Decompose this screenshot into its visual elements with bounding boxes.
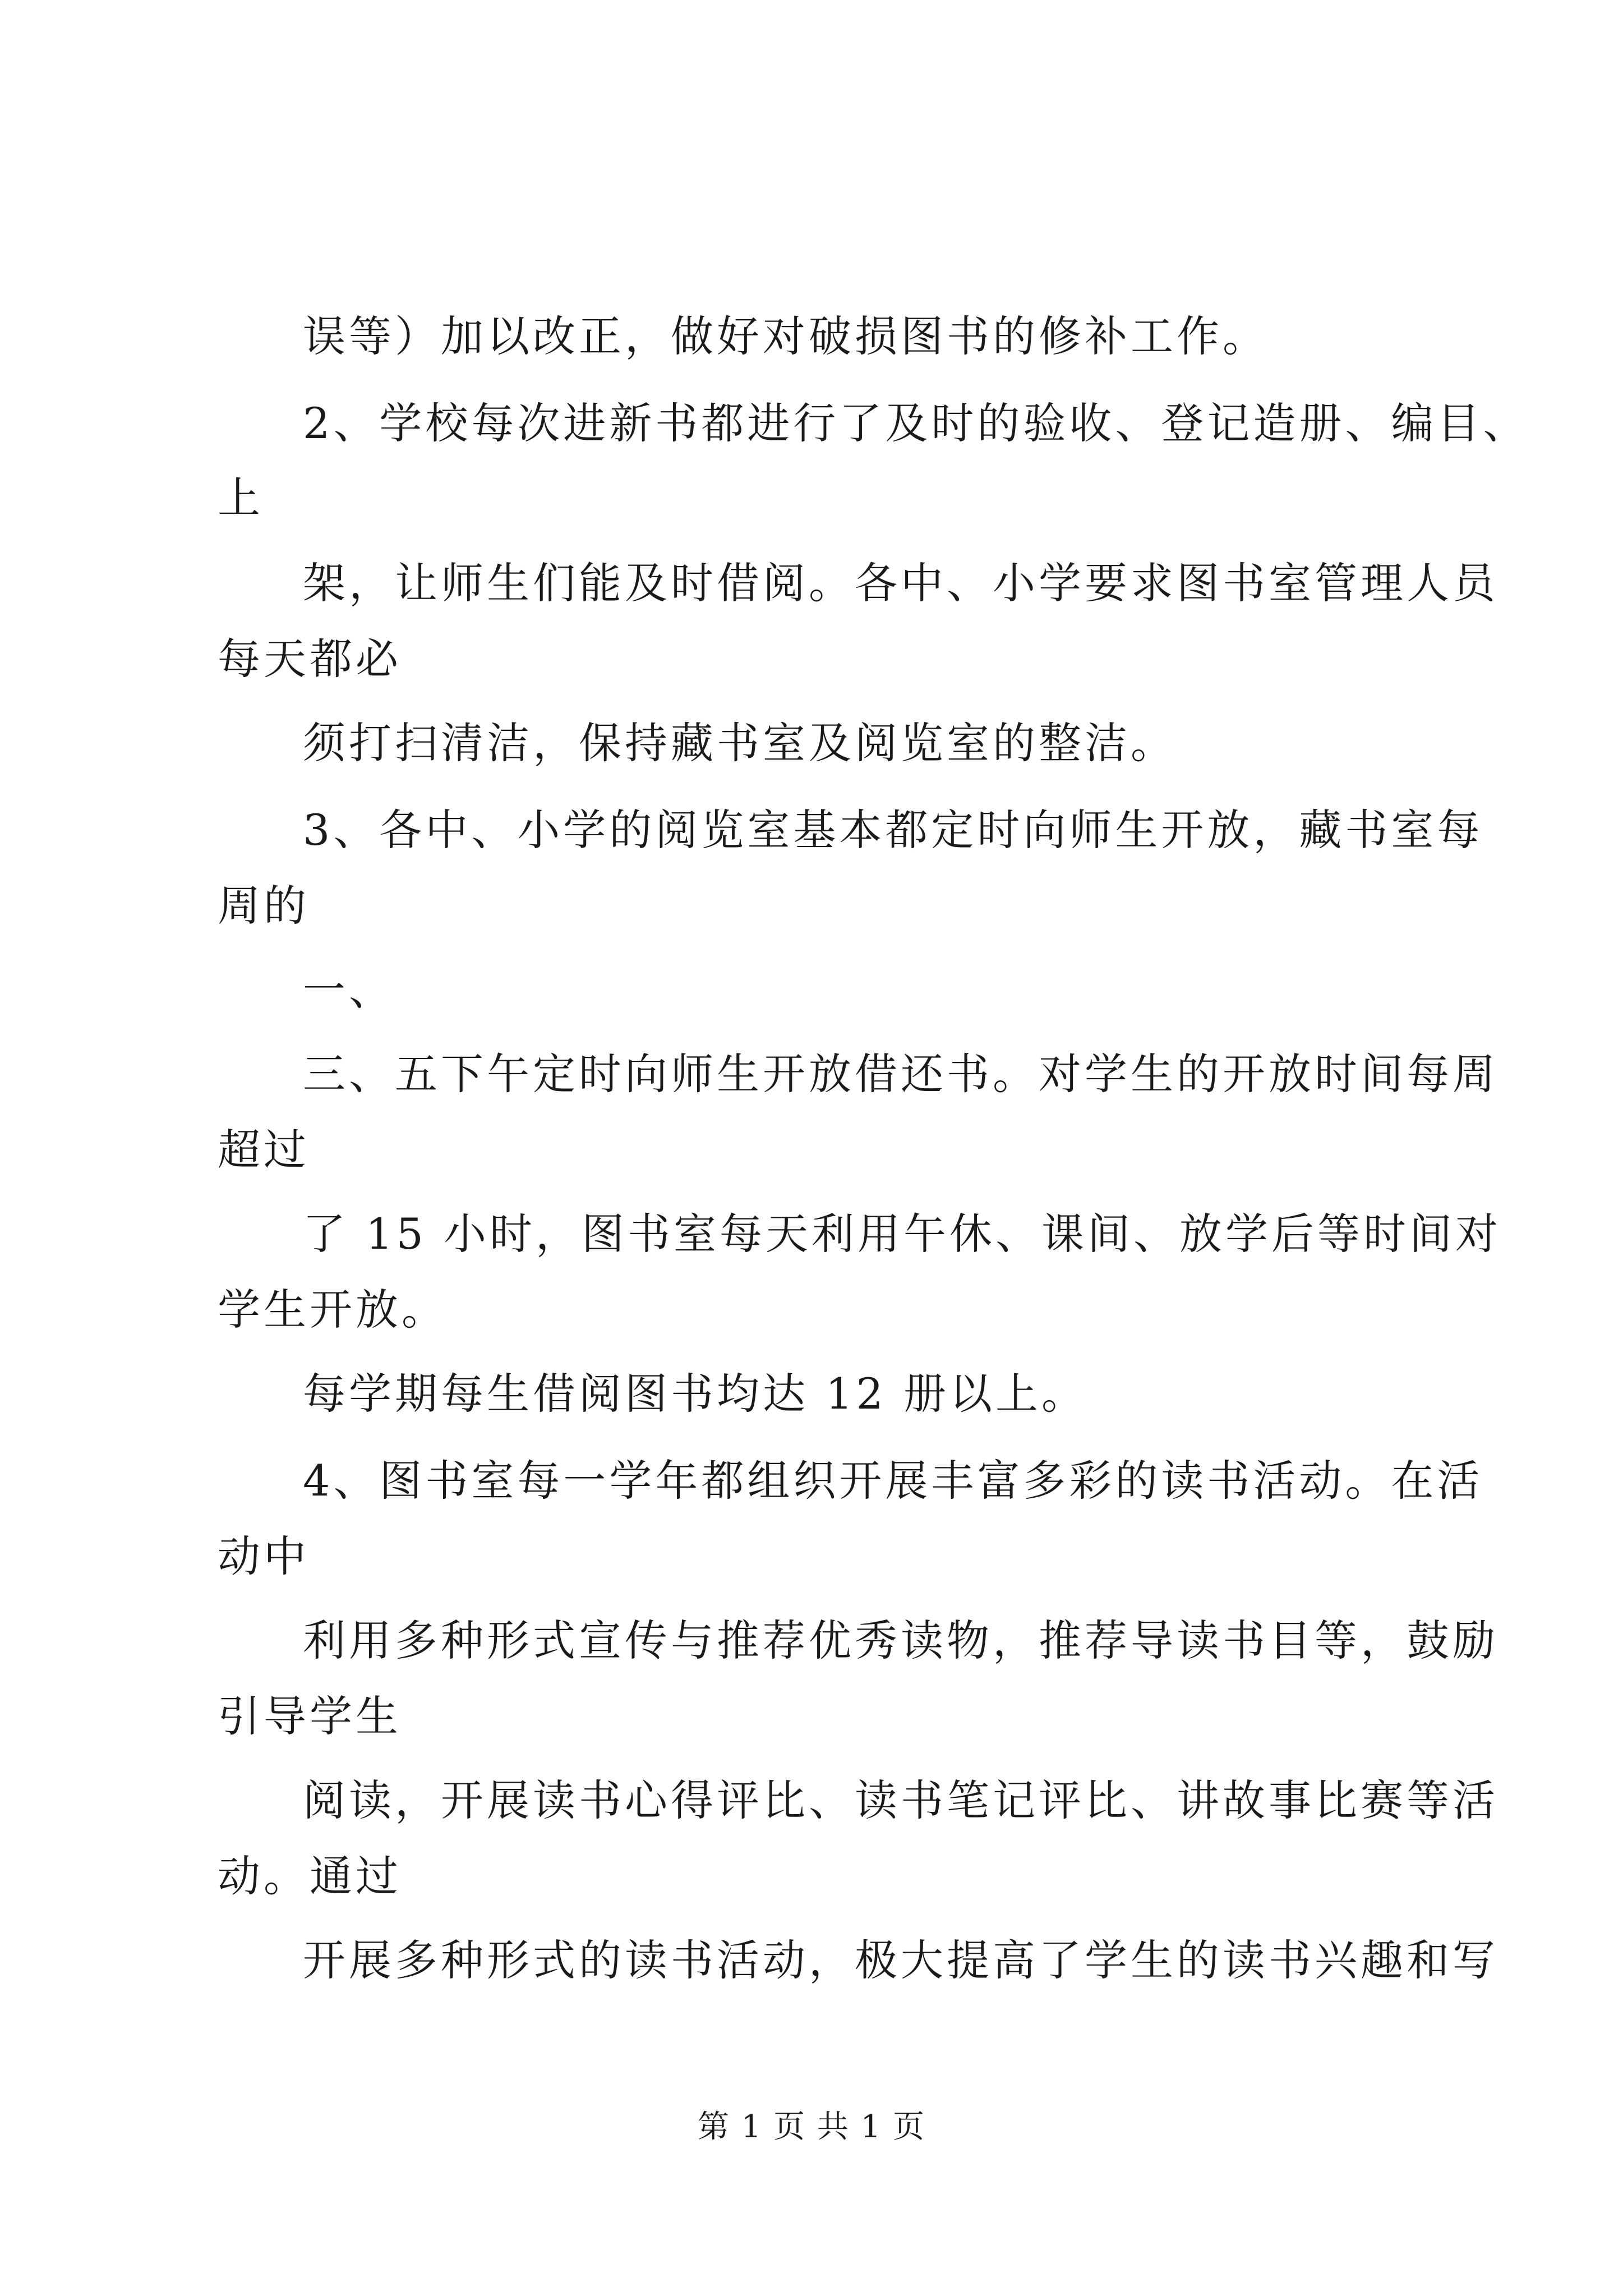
text-line: 超过: [218, 1125, 310, 1175]
text-line: 一、: [303, 965, 395, 1015]
text-line: 了 15 小时，图书室每天利用午休、课间、放学后等时间对: [303, 1209, 1502, 1259]
text-line: 学生开放。: [218, 1285, 448, 1335]
text-line: 动。通过: [218, 1851, 402, 1901]
text-line: 4、图书室每一学年都组织开展丰富多彩的读书活动。在活: [303, 1456, 1483, 1506]
text-line: 动中: [218, 1531, 310, 1581]
text-line: 每天都必: [218, 634, 402, 684]
text-line: 三、五下午定时向师生开放借还书。对学生的开放时间每周: [303, 1049, 1498, 1099]
text-line: 3、各中、小学的阅览室基本都定时向师生开放，藏书室每: [303, 805, 1483, 855]
text-line: 周的: [218, 881, 310, 931]
text-line: 利用多种形式宣传与推荐优秀读物，推荐导读书目等，鼓励: [303, 1616, 1498, 1665]
text-line: 阅读，开展读书心得评比、读书笔记评比、讲故事比赛等活: [303, 1775, 1498, 1825]
text-line: 每学期每生借阅图书均达 12 册以上。: [303, 1369, 1088, 1419]
text-line: 上: [218, 473, 264, 523]
text-line: 架，让师生们能及时借阅。各中、小学要求图书室管理人员: [303, 558, 1498, 608]
text-line: 引导学生: [218, 1691, 402, 1741]
text-line: 误等）加以改正，做好对破损图书的修补工作。: [303, 311, 1269, 361]
text-line: 2、学校每次进新书都进行了及时的验收、登记造册、编目、: [303, 398, 1529, 448]
page-footer: 第 1 页 共 1 页: [697, 2109, 926, 2145]
text-line: 开展多种形式的读书活动，极大提高了学生的读书兴趣和写: [303, 1935, 1498, 1985]
text-line: 须打扫清洁，保持藏书室及阅览室的整洁。: [303, 718, 1177, 768]
